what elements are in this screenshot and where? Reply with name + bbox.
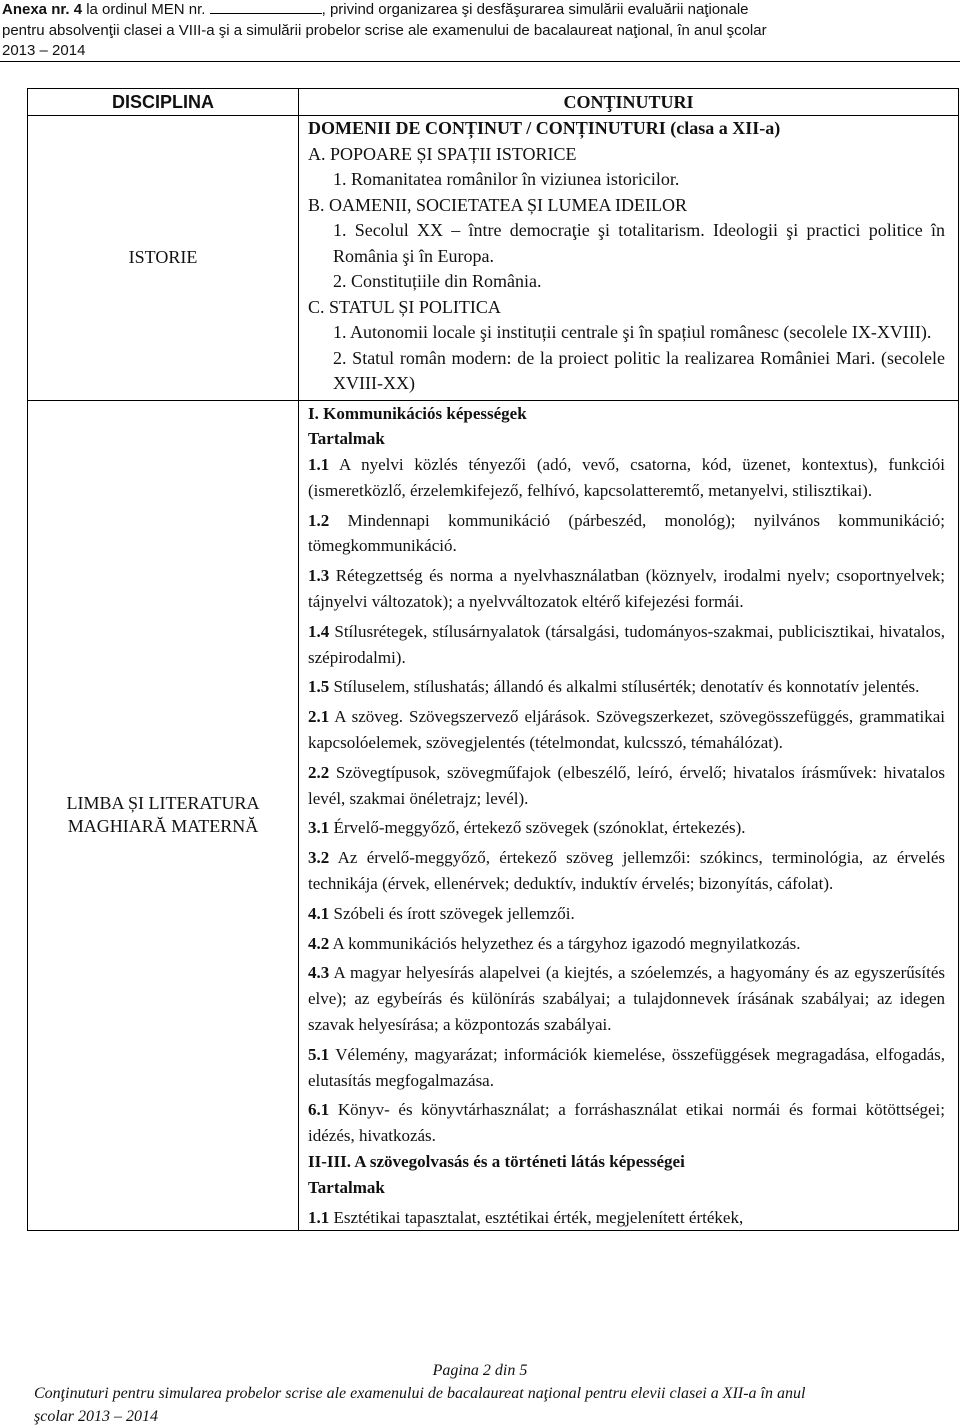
maghiara-item: Tartalmak [308, 1177, 385, 1197]
maghiara-item [308, 760, 945, 812]
footer-line-2: şcolar 2013 – 2014 [34, 1408, 158, 1425]
header-line-1 [2, 0, 960, 21]
istorie-line: A. POPOARE ȘI SPAȚII ISTORICE [308, 143, 577, 164]
content-table [27, 88, 959, 1231]
maghiara-content-list [308, 401, 945, 1231]
maghiara-item [308, 815, 945, 841]
discipline-maghiara [28, 400, 299, 1231]
maghiara-item [308, 508, 945, 560]
annex-number: Anexa nr. 4 [2, 1, 83, 18]
item-text: Szóbeli és írott szövegek jellemzői. [329, 903, 575, 923]
table-row-istorie [28, 116, 959, 401]
maghiara-item [308, 704, 945, 756]
istorie-line: 1. Secolul XX – între democraţie şi totalitarism. Ideologii şi practici politice în România şi în Europa. [333, 220, 945, 266]
istorie-line: 2. Statul român modern: de la proiect politic la realizarea României Mari. (secolele XVIII-XX) [333, 347, 945, 393]
maghiara-item [308, 845, 945, 897]
maghiara-item [308, 960, 945, 1037]
item-text: Mindennapi kommunikáció (párbeszéd, monológ); nyilvános kommunikáció; tömegkommunikáció. [308, 510, 945, 556]
contents-istorie [299, 116, 959, 401]
item-text: Rétegzettség és norma a nyelvhasználatban (köznyelv, irodalmi nyelv; csoportnyelvek; tájnyelvi változatok); a nyelvváltozatok eltérő kifejezési formái. [308, 566, 945, 612]
item-number: 3.1 [308, 818, 330, 838]
discipline-maghiara-line-1: LIMBA ȘI LITERATURA [66, 793, 260, 814]
item-number: 1.1 [308, 1207, 330, 1227]
istorie-line: 2. Constituțiile din România. [333, 271, 542, 291]
item-text: Szövegtípusok, szövegműfajok (elbeszélő, leíró, érvelő; hivatalos írásművek: hivatalos levél, szakmai önéletrajz; levél). [308, 762, 945, 808]
header-line-1-b: , privind organizarea şi desfăşurarea simulării evaluării naţionale [321, 1, 749, 18]
item-text: Stíluselem, stílushatás; állandó és alkalmi stílusérték; denotatív és konnotatív jelentés. [329, 677, 920, 697]
item-number: 2.2 [308, 762, 330, 782]
maghiara-item: Tartalmak [308, 429, 385, 449]
item-number: 6.1 [308, 1100, 330, 1120]
item-number: 4.3 [308, 963, 330, 983]
maghiara-item [308, 452, 945, 504]
item-number: 5.1 [308, 1044, 330, 1064]
item-number: 1.2 [308, 510, 330, 530]
istorie-line: DOMENII DE CONȚINUT / CONȚINUTURI (clasa a XII-a) [308, 118, 781, 138]
discipline-istorie: ISTORIE [28, 116, 299, 401]
istorie-line: B. OAMENII, SOCIETATEA ȘI LUMEA IDEILOR [308, 194, 688, 215]
istorie-content-list [308, 116, 945, 400]
maghiara-item [308, 931, 945, 957]
header-line-1-a: la ordinul MEN nr. [82, 1, 210, 18]
item-number: 3.2 [308, 848, 330, 868]
maghiara-item [308, 1205, 945, 1231]
item-number: 1.5 [308, 677, 330, 697]
page-header [0, 0, 960, 62]
order-number-blank [210, 0, 322, 14]
item-text: Stílusrétegek, stílusárnyalatok (társalgási, tudományos-szakmai, publicisztikai, hivatalos, szépirodalmi). [308, 621, 945, 667]
footer-line-1: Conţinuturi pentru simularea probelor scrise ale examenului de bacalaureat naţional pentru elevii clasei a XII-a în anul [34, 1385, 806, 1402]
discipline-maghiara-line-2: MAGHIARĂ MATERNĂ [67, 816, 259, 837]
header-line-3: 2013 – 2014 [2, 42, 86, 59]
column-header-discipline: DISCIPLINA [28, 89, 299, 116]
item-number: 1.1 [308, 455, 330, 475]
item-number: 1.3 [308, 566, 330, 586]
table-header-row [28, 89, 959, 116]
maghiara-item [308, 1097, 945, 1149]
maghiara-item [308, 619, 945, 671]
maghiara-item [308, 1042, 945, 1094]
maghiara-item: II-III. A szövegolvasás és a történeti látás képességei [308, 1152, 685, 1172]
item-text: A szöveg. Szövegszervező eljárások. Szövegszerkezet, szövegösszefüggés, grammatikai kapcsolóelemek, szövegjelentés (tételmondat, kulcsszó, témahálózat). [308, 707, 945, 753]
istorie-line: 1. Autonomii locale şi instituții centrale şi în spațiul românesc (secolele IX-XVIII). [333, 322, 932, 342]
item-text: Az érvelő-meggyőző, értekező szöveg jellemzői: szókincs, terminológia, az érvelés technikája (érvek, ellenérvek; deduktív, induktív érvelés; bizonyítás, cáfolat). [308, 848, 945, 894]
maghiara-item [308, 563, 945, 615]
item-text: A magyar helyesírás alapelvei (a kiejtés, a szóelemzés, a hagyomány és az egyszerűsítés elve); az egybeírás és különírás szabályai; a tulajdonnevek írásának szabályai; az idegen szavak helyesírása; a központozás szabályai. [308, 963, 945, 1035]
column-header-contents: CONŢINUTURI [299, 89, 959, 116]
istorie-line: C. STATUL ȘI POLITICA [308, 296, 501, 317]
item-text: Könyv- és könyvtárhasználat; a forráshasználat etikai normái és formai kötöttségei; idézés, hivatkozás. [308, 1100, 945, 1146]
item-number: 4.2 [308, 933, 330, 953]
item-text: Érvelő-meggyőző, értekező szövegek (szónoklat, értekezés). [329, 818, 746, 838]
contents-maghiara [299, 400, 959, 1231]
maghiara-item: I. Kommunikációs képességek [308, 403, 527, 423]
page-footer [0, 1360, 960, 1428]
page-number: Pagina 2 din 5 [432, 1362, 528, 1379]
item-text: A kommunikációs helyzethez és a tárgyhoz igazodó megnyilatkozás. [329, 933, 801, 953]
header-rule [0, 61, 960, 62]
item-text: Esztétikai tapasztalat, esztétikai érték, megjelenített értékek, [329, 1207, 744, 1227]
header-line-2: pentru absolvenţii clasei a VIII-a şi a simulării probelor scrise ale examenului de bacalaureat naţional, în anul şcolar [2, 21, 767, 39]
item-text: A nyelvi közlés tényezői (adó, vevő, csatorna, kód, üzenet, kontextus), funkciói (ismeretközlő, érzelemkifejező, felhívó, kapcsolatteremtő, metanyelvi, stilisztikai). [308, 455, 945, 500]
maghiara-item [308, 901, 945, 927]
item-number: 2.1 [308, 707, 330, 727]
item-number: 4.1 [308, 903, 330, 923]
item-number: 1.4 [308, 621, 330, 641]
maghiara-item [308, 674, 945, 700]
item-text: Vélemény, magyarázat; információk kiemelése, összefüggések megragadása, elfogadás, elutasítás megfogalmazása. [308, 1044, 945, 1090]
table-row-maghiara [28, 400, 959, 1231]
istorie-line: 1. Romanitatea românilor în viziunea istoricilor. [333, 169, 680, 189]
